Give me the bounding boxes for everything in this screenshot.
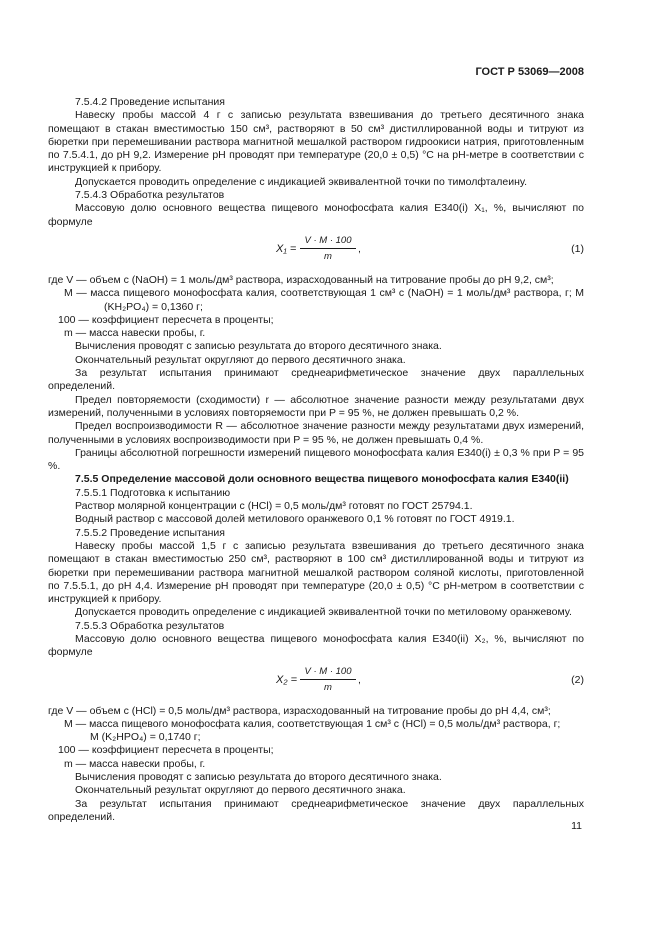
paragraph: Водный раствор с массовой долей метилового оранжевого 0,1 % готовят по ГОСТ 4919.1. xyxy=(75,513,515,526)
formula-numerator: V · M · 100 xyxy=(300,234,356,249)
formula-number: (1) xyxy=(571,242,584,255)
section-title-755: 7.5.5 Определение массовой доли основного вещества пищевого монофосфата калия Е340(ii) xyxy=(75,473,569,486)
definition: 100 — коэффициент пересчета в проценты; xyxy=(58,744,274,757)
formula-lhs: X₂ = xyxy=(276,673,298,686)
definition: M — масса пищевого монофосфата калия, соответствующая 1 см³ с (NaOH) = 1 моль/дм³ раствора, г; M (KH₂PO₄) = 0,1360 г; xyxy=(64,287,584,313)
paragraph: Допускается проводить определение с индикацией эквивалентной точки по тимолфталеину. xyxy=(75,175,528,188)
page-number: 11 xyxy=(571,820,582,832)
formula-denominator: m xyxy=(324,251,332,263)
formula-lhs: X₁ = xyxy=(276,242,297,255)
paragraph: За результат испытания принимают среднеарифметическое значение двух параллельных определений. xyxy=(48,367,584,393)
formula-fraction xyxy=(300,234,356,264)
formula-2 xyxy=(48,665,584,701)
paragraph: Предел повторяемости (сходимости) r — абсолютное значение разности между результатами двух измерений, полученными в условиях повторяемости при P = 95 %, не должен превышать 0,2 %. xyxy=(48,393,584,419)
definition: где V — объем с (HCl) = 0,5 моль/дм³ раствора, израсходованный на титрование пробы до рН 4,4, см³; xyxy=(48,704,551,717)
paragraph: Массовую долю основного вещества пищевого монофосфата калия Е340(i) X₁, %, вычисляют по формуле xyxy=(48,202,584,228)
paragraph: Навеску пробы массой 1,5 г с записью результата взвешивания до третьего десятичного знака помещают в стакан вместимостью 250 см³, растворяют в 100 см³ дистиллированной воды и титруют из бюретки при перемешивании раствора магнитной мешалкой раствором соляной кислоты, приготовленной по 7.5.5.1, до рН 4,4. Измерение рН проводят при температуре (20,0 ± 0,5) °С рН-метром в соответствии с инструкцией к прибору. xyxy=(48,539,584,606)
definition: m — масса навески пробы, г. xyxy=(64,327,206,340)
section-title-7543: 7.5.4.3 Обработка результатов xyxy=(75,189,225,202)
formula-number: (2) xyxy=(571,673,584,686)
paragraph: Массовую долю основного вещества пищевого монофосфата калия Е340(ii) X₂, %, вычисляют по формуле xyxy=(48,632,584,659)
formula-fraction xyxy=(300,665,356,695)
document-header: ГОСТ Р 53069—2008 xyxy=(475,66,584,78)
paragraph: Вычисления проводят с записью результата до второго десятичного знака. xyxy=(75,340,442,353)
paragraph: Вычисления проводят с записью результата до второго десятичного знака. xyxy=(75,771,442,784)
definition: M — масса пищевого монофосфата калия, соответствующая 1 см³ с (HCl) = 0,5 моль/дм³ раствора, г; xyxy=(64,717,561,730)
paragraph: Границы абсолютной погрешности измерений пищевого монофосфата калия Е340(i) ± 0,3 % при P = 95 %. xyxy=(48,446,584,473)
paragraph: Окончательный результат округляют до первого десятичного знака. xyxy=(75,353,406,366)
definition: M (K₂HPO₄) = 0,1740 г; xyxy=(90,731,201,744)
paragraph: Окончательный результат округляют до первого десятичного знака. xyxy=(75,784,406,797)
paragraph: Предел воспроизводимости R — абсолютное значение разности между результатами двух измерений, полученными в условиях воспроизводимости при P = 95 %, не должен превышать 0,4 %. xyxy=(48,420,584,446)
paragraph: Навеску пробы массой 4 г с записью результата взвешивания до третьего десятичного знака помещают в стакан вместимостью 150 см³, растворяют в 50 см³ дистиллированной воды и титруют из бюретки при перемешивании раствора магнитной мешалкой раствором гидроокиси натрия, приготовленным по 7.5.4.1, до рН 9,2. Измерение рН проводят при температуре (20,0 ± 0,5) °С на рН-метре в соответствии с инструкцией к прибору. xyxy=(48,109,584,175)
formula-denominator: m xyxy=(324,681,332,693)
section-title-7542: 7.5.4.2 Проведение испытания xyxy=(75,96,225,108)
formula-comma: , xyxy=(358,242,361,255)
formula-1 xyxy=(48,234,584,270)
section-title-7551: 7.5.5.1 Подготовка к испытанию xyxy=(75,486,231,499)
paragraph: Раствор молярной концентрации с (HCl) = 0,5 моль/дм³ готовят по ГОСТ 25794.1. xyxy=(75,500,473,513)
section-title-7553: 7.5.5.3 Обработка результатов xyxy=(75,619,225,632)
definition: где V — объем с (NaOH) = 1 моль/дм³ раствора, израсходованный на титрование пробы до рН 9,2, см³; xyxy=(48,273,554,286)
formula-comma: , xyxy=(358,673,361,686)
paragraph: Допускается проводить определение с индикацией эквивалентной точки по метиловому оранжевому. xyxy=(75,606,572,619)
formula-numerator: V · M · 100 xyxy=(300,665,356,680)
document-body xyxy=(48,96,584,824)
definition: 100 — коэффициент пересчета в проценты; xyxy=(58,313,274,326)
section-title-7552: 7.5.5.2 Проведение испытания xyxy=(75,526,225,539)
paragraph: За результат испытания принимают среднеарифметическое значение двух параллельных определений. xyxy=(48,797,584,823)
definition: m — масса навески пробы, г. xyxy=(64,757,206,770)
